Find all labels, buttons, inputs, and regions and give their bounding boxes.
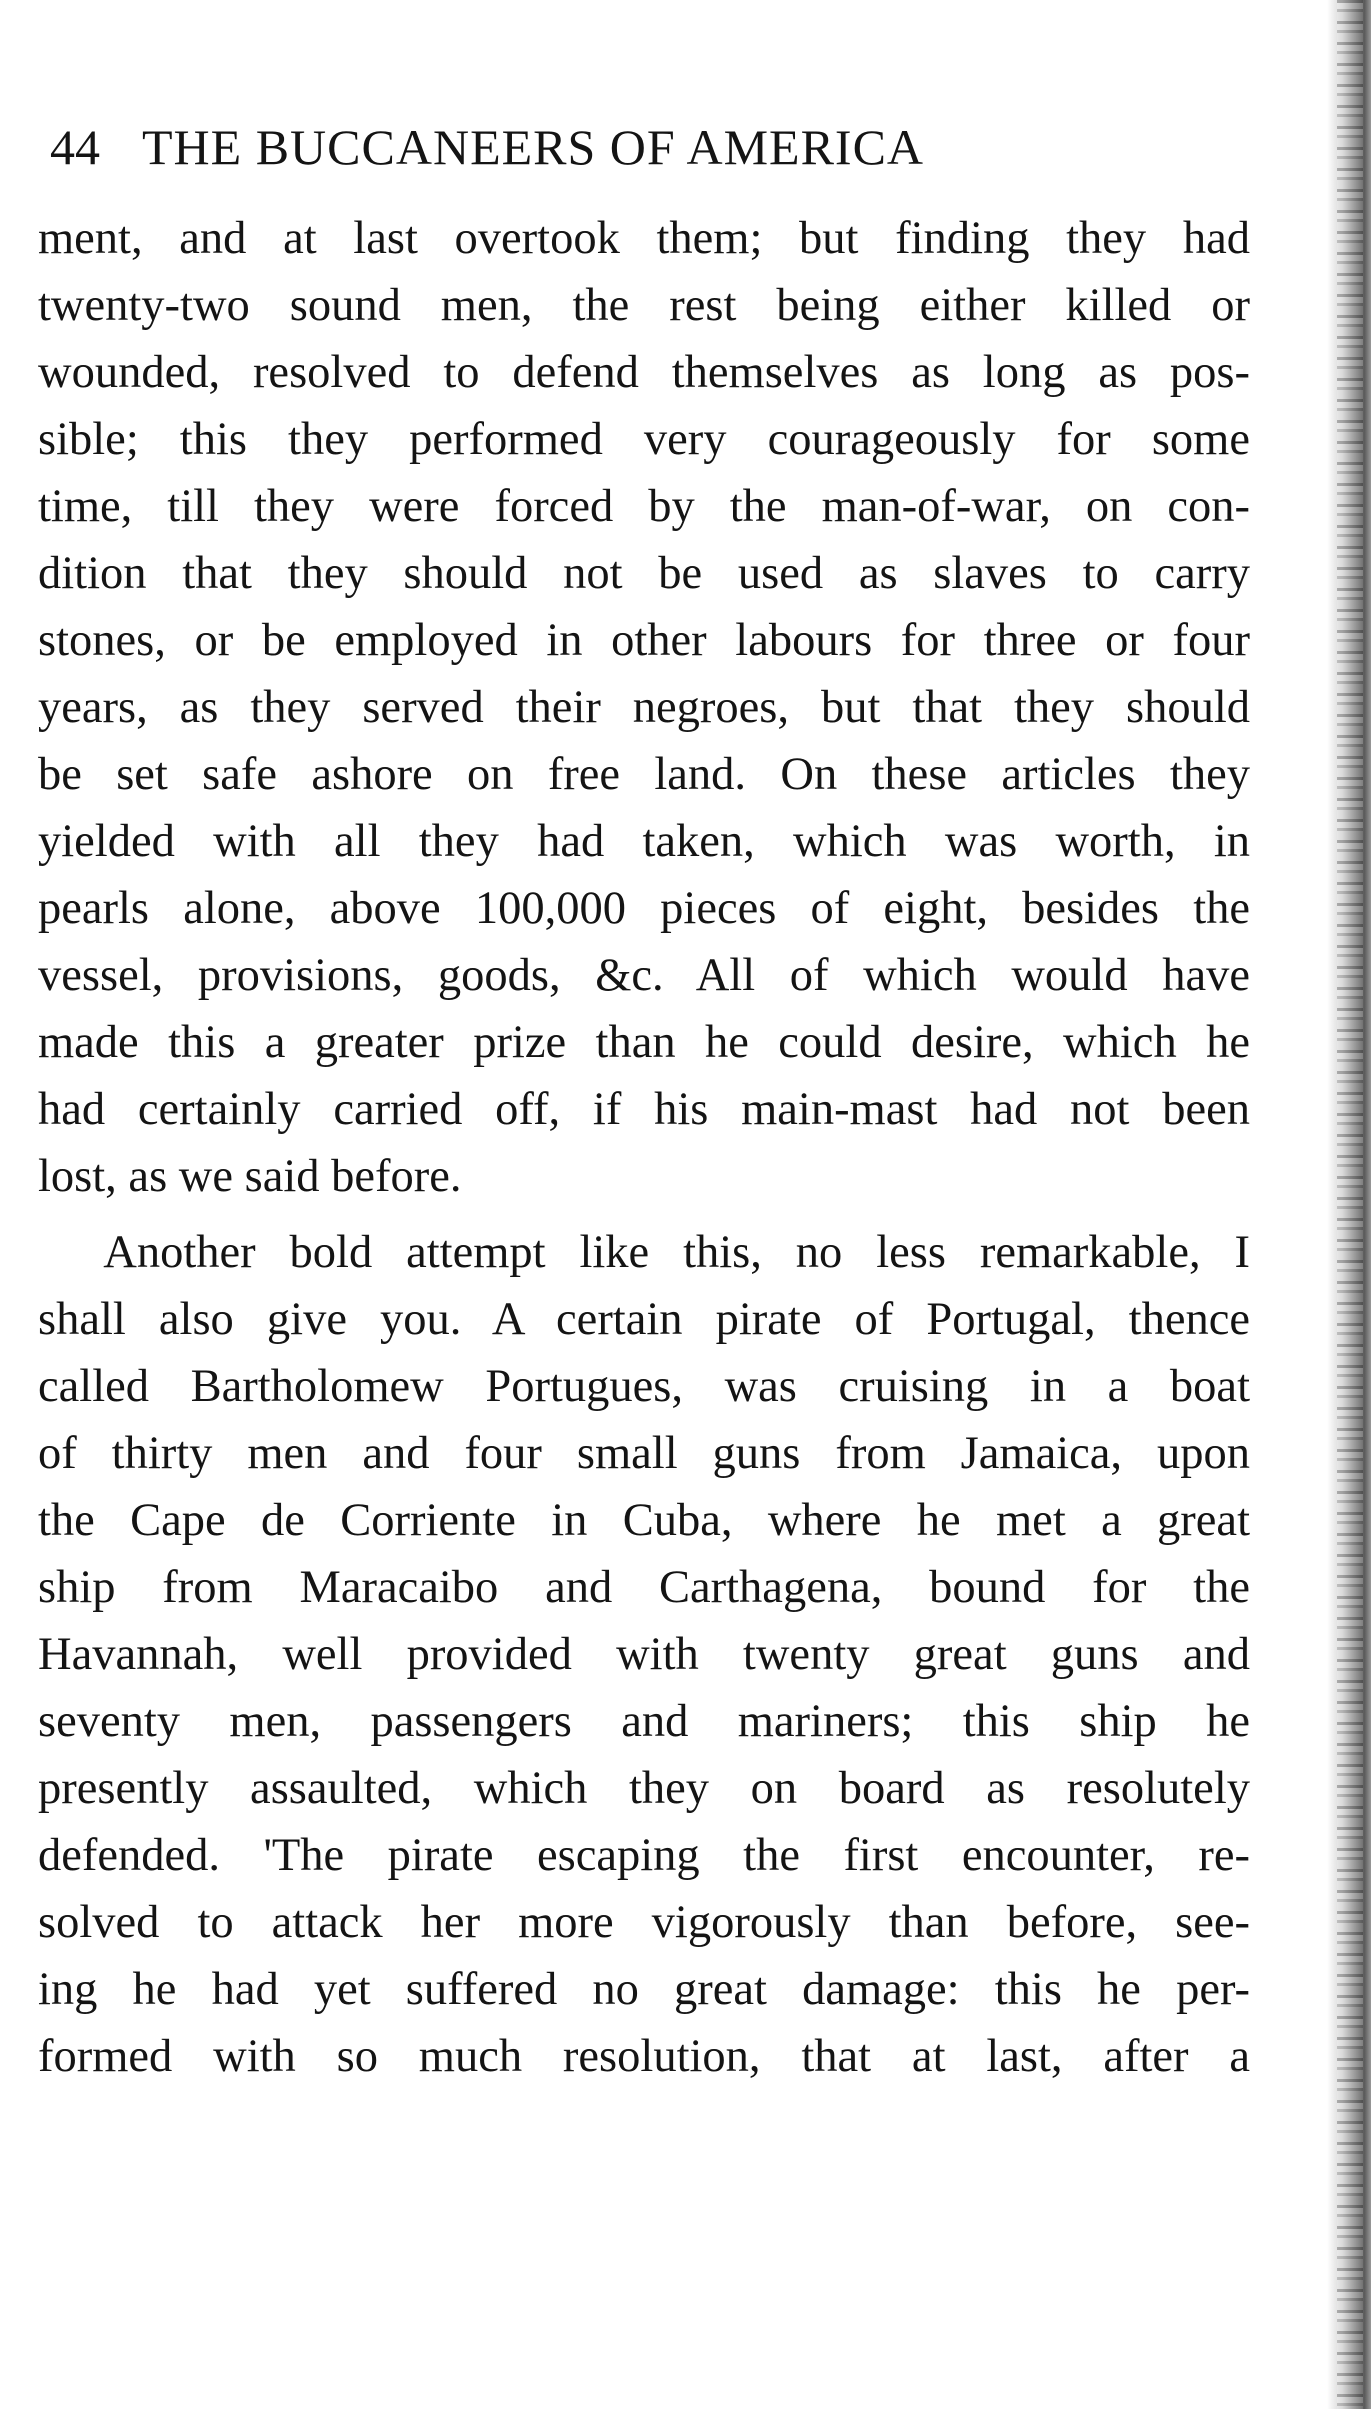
paragraph-gap bbox=[38, 1210, 1250, 1219]
text-line: the Cape de Corriente in Cuba, where he met a great bbox=[38, 1495, 1250, 1546]
running-title: THE BUCCANEERS OF AMERICA bbox=[142, 119, 925, 175]
text-line: dition that they should not be used as slaves to carry bbox=[38, 548, 1250, 599]
page-header bbox=[50, 112, 1250, 182]
text-line: Another bold attempt like this, no less remarkable, I bbox=[38, 1227, 1250, 1278]
text-line: pearls alone, above 100,000 pieces of eight, besides the bbox=[38, 883, 1250, 934]
text-line: formed with so much resolution, that at last, after a bbox=[38, 2031, 1250, 2082]
text-line: made this a greater prize than he could desire, which he bbox=[38, 1017, 1250, 1068]
text-line: shall also give you. A certain pirate of Portugal, thence bbox=[38, 1294, 1250, 1345]
text-line: be set safe ashore on free land. On these articles they bbox=[38, 749, 1250, 800]
text-line: ship from Maracaibo and Carthagena, bound for the bbox=[38, 1562, 1250, 1613]
text-line: of thirty men and four small guns from Jamaica, upon bbox=[38, 1428, 1250, 1479]
text-line: called Bartholomew Portugues, was cruising in a boat bbox=[38, 1361, 1250, 1412]
text-line: wounded, resolved to defend themselves as long as pos- bbox=[38, 347, 1250, 398]
text-line: time, till they were forced by the man-of-war, on con- bbox=[38, 481, 1250, 532]
page-number: 44 bbox=[50, 119, 100, 175]
text-line: vessel, provisions, goods, &c. All of which would have bbox=[38, 950, 1250, 1001]
body-text bbox=[38, 205, 1250, 2090]
text-line: seventy men, passengers and mariners; this ship he bbox=[38, 1696, 1250, 1747]
text-line: had certainly carried off, if his main-mast had not been bbox=[38, 1084, 1250, 1135]
text-line: presently assaulted, which they on board as resolutely bbox=[38, 1763, 1250, 1814]
text-line: solved to attack her more vigorously than before, see- bbox=[38, 1897, 1250, 1948]
paragraph-1 bbox=[38, 205, 1250, 1210]
text-line: sible; this they performed very courageously for some bbox=[38, 414, 1250, 465]
text-line: defended. 'The pirate escaping the first encounter, re- bbox=[38, 1830, 1250, 1881]
text-line: ment, and at last overtook them; but finding they had bbox=[38, 213, 1250, 264]
page-edge-speckle bbox=[1337, 0, 1363, 2409]
text-line: twenty-two sound men, the rest being either killed or bbox=[38, 280, 1250, 331]
text-line: ing he had yet suffered no great damage: this he per- bbox=[38, 1964, 1250, 2015]
text-line: yielded with all they had taken, which was worth, in bbox=[38, 816, 1250, 867]
paragraph-2 bbox=[38, 1219, 1250, 2090]
text-line: Havannah, well provided with twenty great guns and bbox=[38, 1629, 1250, 1680]
text-line: years, as they served their negroes, but that they should bbox=[38, 682, 1250, 733]
text-line: stones, or be employed in other labours for three or four bbox=[38, 615, 1250, 666]
text-line: lost, as we said before. bbox=[38, 1151, 462, 1202]
